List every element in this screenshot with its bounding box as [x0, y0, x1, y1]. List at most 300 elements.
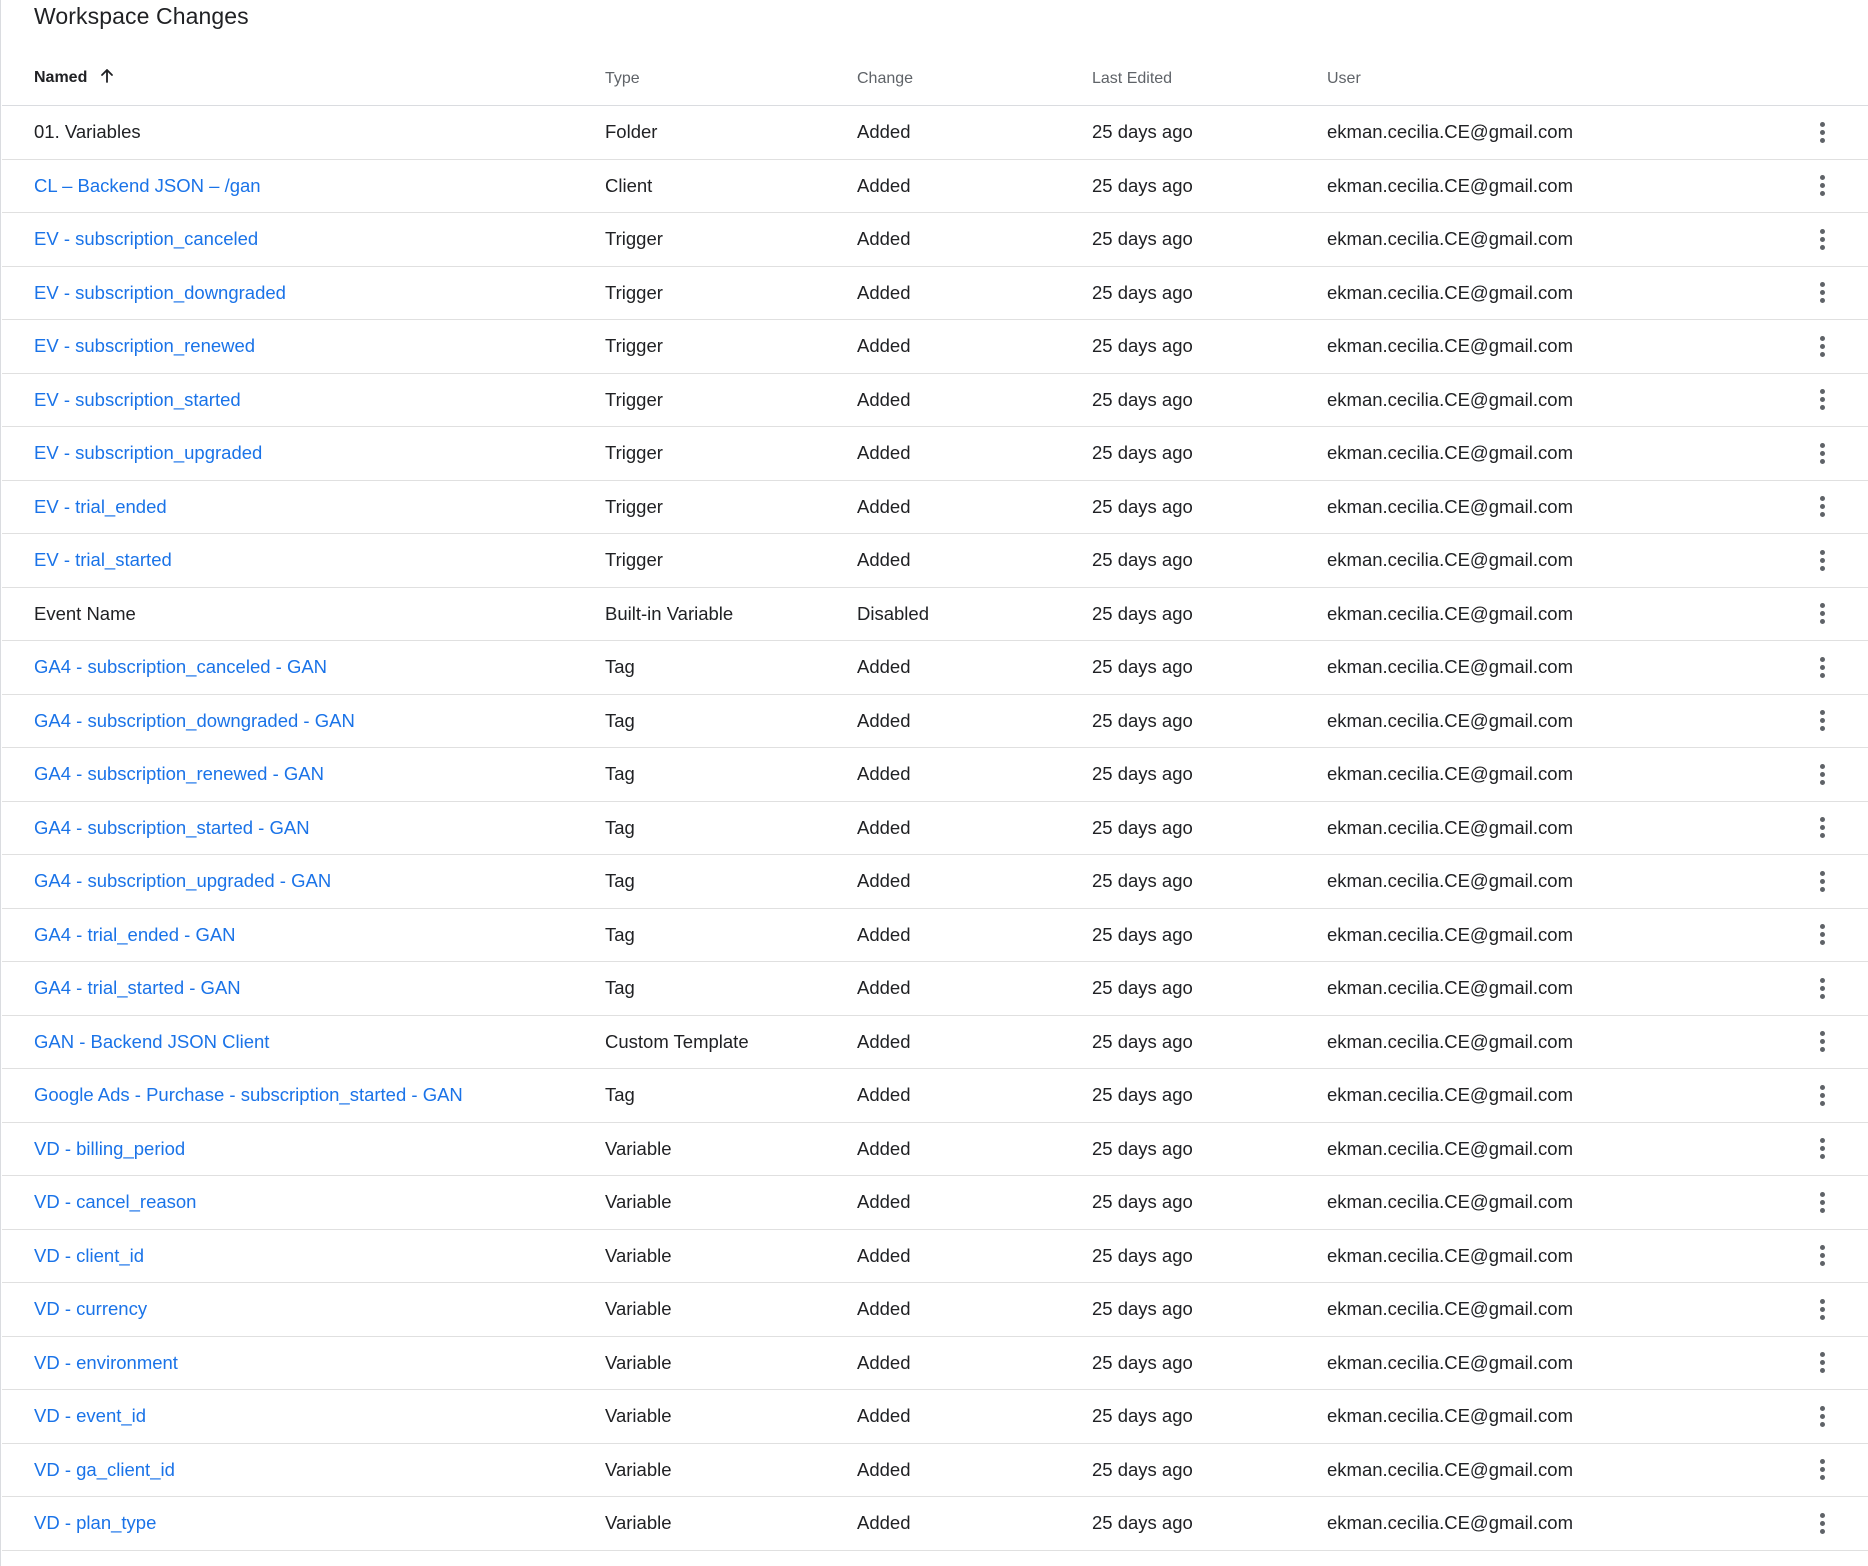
- more-vert-dot: [1820, 191, 1825, 196]
- more-vert-icon[interactable]: [1812, 1187, 1832, 1217]
- cell-type: Trigger: [605, 427, 857, 481]
- column-header-type[interactable]: Type: [605, 52, 857, 106]
- cell-actions: [1767, 1229, 1868, 1283]
- more-vert-dot: [1820, 1414, 1825, 1419]
- table-row[interactable]: [2, 641, 1868, 695]
- more-vert-icon[interactable]: [1812, 385, 1832, 415]
- cell-actions: [1767, 962, 1868, 1016]
- column-header-name[interactable]: [2, 52, 605, 106]
- column-header-actions: [1767, 52, 1868, 106]
- cell-last-edited: 25 days ago: [1092, 1283, 1327, 1337]
- cell-name: [2, 1497, 605, 1551]
- cell-last-edited: 25 days ago: [1092, 373, 1327, 427]
- cell-type: Trigger: [605, 213, 857, 267]
- table-row[interactable]: [2, 1443, 1868, 1497]
- cell-change: Added: [857, 1176, 1092, 1230]
- cell-actions: [1767, 855, 1868, 909]
- cell-name: [2, 266, 605, 320]
- item-name-link[interactable]: GA4 - subscription_started - GAN: [34, 816, 310, 838]
- table-row[interactable]: [2, 106, 1868, 160]
- table-row[interactable]: [2, 1176, 1868, 1230]
- cell-name: [2, 801, 605, 855]
- more-vert-icon[interactable]: [1812, 813, 1832, 843]
- more-vert-dot: [1820, 1513, 1825, 1518]
- table-row[interactable]: [2, 1390, 1868, 1444]
- cell-user: ekman.cecilia.CE@gmail.com: [1327, 1069, 1767, 1123]
- cell-user: ekman.cecilia.CE@gmail.com: [1327, 427, 1767, 481]
- more-vert-dot: [1820, 290, 1825, 295]
- table-row[interactable]: [2, 1336, 1868, 1390]
- more-vert-dot: [1820, 817, 1825, 822]
- more-vert-icon[interactable]: [1812, 224, 1832, 254]
- more-vert-dot: [1820, 245, 1825, 250]
- cell-last-edited: 25 days ago: [1092, 159, 1327, 213]
- item-name-link[interactable]: GA4 - subscription_renewed - GAN: [34, 763, 324, 785]
- more-vert-dot: [1820, 1299, 1825, 1304]
- more-vert-dot: [1820, 871, 1825, 876]
- more-vert-dot: [1820, 237, 1825, 242]
- cell-change: Added: [857, 373, 1092, 427]
- cell-change: Added: [857, 427, 1092, 481]
- more-vert-dot: [1820, 504, 1825, 509]
- more-vert-dot: [1820, 726, 1825, 731]
- more-vert-icon[interactable]: [1812, 1134, 1832, 1164]
- cell-type: Variable: [605, 1176, 857, 1230]
- more-vert-dot: [1820, 1467, 1825, 1472]
- cell-name: [2, 1443, 605, 1497]
- more-vert-icon[interactable]: [1812, 117, 1832, 147]
- cell-type: Custom Template: [605, 1015, 857, 1069]
- more-vert-dot: [1820, 443, 1825, 448]
- cell-type: Tag: [605, 908, 857, 962]
- cell-actions: [1767, 1069, 1868, 1123]
- more-vert-dot: [1820, 1047, 1825, 1052]
- cell-change: Added: [857, 534, 1092, 588]
- more-vert-dot: [1820, 1360, 1825, 1365]
- cell-user: ekman.cecilia.CE@gmail.com: [1327, 855, 1767, 909]
- more-vert-dot: [1820, 718, 1825, 723]
- item-name-link[interactable]: EV - trial_started: [34, 549, 172, 571]
- more-vert-dot: [1820, 1253, 1825, 1258]
- table-row[interactable]: [2, 213, 1868, 267]
- cell-user: ekman.cecilia.CE@gmail.com: [1327, 106, 1767, 160]
- item-name-link[interactable]: GA4 - trial_ended - GAN: [34, 923, 236, 945]
- more-vert-dot: [1820, 665, 1825, 670]
- more-vert-dot: [1820, 397, 1825, 402]
- more-vert-icon[interactable]: [1812, 492, 1832, 522]
- cell-change: Added: [857, 159, 1092, 213]
- more-vert-dot: [1820, 229, 1825, 234]
- more-vert-icon[interactable]: [1812, 866, 1832, 896]
- cell-last-edited: 25 days ago: [1092, 1015, 1327, 1069]
- item-name-link[interactable]: EV - subscription_started: [34, 388, 241, 410]
- more-vert-dot: [1820, 336, 1825, 341]
- item-name-link[interactable]: GA4 - trial_started - GAN: [34, 977, 241, 999]
- cell-name: [2, 748, 605, 802]
- cell-name: [2, 427, 605, 481]
- cell-change: Added: [857, 1443, 1092, 1497]
- more-vert-icon[interactable]: [1812, 1241, 1832, 1271]
- cell-actions: [1767, 1390, 1868, 1444]
- cell-type: Tag: [605, 694, 857, 748]
- more-vert-dot: [1820, 932, 1825, 937]
- cell-change: Added: [857, 266, 1092, 320]
- cell-actions: [1767, 1283, 1868, 1337]
- cell-user: ekman.cecilia.CE@gmail.com: [1327, 1229, 1767, 1283]
- more-vert-dot: [1820, 994, 1825, 999]
- cell-name: [2, 1390, 605, 1444]
- item-name-link[interactable]: VD - client_id: [34, 1244, 145, 1266]
- item-name-link[interactable]: VD - plan_type: [34, 1512, 157, 1534]
- more-vert-icon[interactable]: [1812, 545, 1832, 575]
- table-row[interactable]: [2, 266, 1868, 320]
- more-vert-dot: [1820, 344, 1825, 349]
- cell-user: ekman.cecilia.CE@gmail.com: [1327, 1122, 1767, 1176]
- more-vert-dot: [1820, 1039, 1825, 1044]
- cell-name: [2, 1336, 605, 1390]
- cell-change: Added: [857, 1283, 1092, 1337]
- more-vert-dot: [1820, 282, 1825, 287]
- table-row[interactable]: [2, 534, 1868, 588]
- cell-last-edited: 25 days ago: [1092, 266, 1327, 320]
- cell-last-edited: 25 days ago: [1092, 480, 1327, 534]
- table-row[interactable]: [2, 320, 1868, 374]
- more-vert-dot: [1820, 1422, 1825, 1427]
- cell-name: [2, 373, 605, 427]
- more-vert-dot: [1820, 1307, 1825, 1312]
- item-name-link[interactable]: VD - environment: [34, 1351, 178, 1373]
- table-row[interactable]: [2, 855, 1868, 909]
- more-vert-dot: [1820, 1093, 1825, 1098]
- cell-last-edited: 25 days ago: [1092, 587, 1327, 641]
- cell-name: [2, 1176, 605, 1230]
- more-vert-dot: [1820, 512, 1825, 517]
- cell-last-edited: 25 days ago: [1092, 855, 1327, 909]
- cell-type: Trigger: [605, 480, 857, 534]
- cell-actions: [1767, 801, 1868, 855]
- table-row[interactable]: [2, 1497, 1868, 1551]
- cell-user: ekman.cecilia.CE@gmail.com: [1327, 1176, 1767, 1230]
- more-vert-dot: [1820, 566, 1825, 571]
- more-vert-icon[interactable]: [1812, 331, 1832, 361]
- cell-user: ekman.cecilia.CE@gmail.com: [1327, 1015, 1767, 1069]
- cell-actions: [1767, 748, 1868, 802]
- more-vert-dot: [1820, 1261, 1825, 1266]
- cell-type: Tag: [605, 641, 857, 695]
- cell-type: Variable: [605, 1497, 857, 1551]
- cell-change: Added: [857, 1229, 1092, 1283]
- cell-last-edited: 25 days ago: [1092, 641, 1327, 695]
- cell-change: Added: [857, 1015, 1092, 1069]
- more-vert-dot: [1820, 825, 1825, 830]
- cell-type: Tag: [605, 855, 857, 909]
- cell-user: ekman.cecilia.CE@gmail.com: [1327, 1390, 1767, 1444]
- more-vert-icon[interactable]: [1812, 973, 1832, 1003]
- more-vert-dot: [1820, 1031, 1825, 1036]
- cell-actions: [1767, 587, 1868, 641]
- more-vert-icon[interactable]: [1812, 1508, 1832, 1538]
- cell-name: [2, 213, 605, 267]
- cell-user: ekman.cecilia.CE@gmail.com: [1327, 480, 1767, 534]
- cell-name: [2, 1229, 605, 1283]
- cell-type: Variable: [605, 1390, 857, 1444]
- cell-type: Tag: [605, 801, 857, 855]
- cell-last-edited: 25 days ago: [1092, 1443, 1327, 1497]
- more-vert-icon[interactable]: [1812, 171, 1832, 201]
- arrow-up-icon[interactable]: [99, 68, 115, 89]
- more-vert-dot: [1820, 1368, 1825, 1373]
- cell-name: [2, 587, 605, 641]
- column-header-user[interactable]: User: [1327, 52, 1767, 106]
- more-vert-dot: [1820, 1200, 1825, 1205]
- cell-name: [2, 480, 605, 534]
- cell-type: Variable: [605, 1443, 857, 1497]
- more-vert-dot: [1820, 1154, 1825, 1159]
- cell-actions: [1767, 320, 1868, 374]
- cell-type: Trigger: [605, 534, 857, 588]
- more-vert-dot: [1820, 1315, 1825, 1320]
- cell-actions: [1767, 1122, 1868, 1176]
- item-name-link[interactable]: VD - event_id: [34, 1405, 147, 1427]
- cell-user: ekman.cecilia.CE@gmail.com: [1327, 801, 1767, 855]
- cell-actions: [1767, 641, 1868, 695]
- cell-name: [2, 534, 605, 588]
- cell-last-edited: 25 days ago: [1092, 801, 1327, 855]
- more-vert-icon[interactable]: [1812, 1294, 1832, 1324]
- cell-actions: [1767, 1443, 1868, 1497]
- cell-type: Trigger: [605, 373, 857, 427]
- more-vert-dot: [1820, 1245, 1825, 1250]
- cell-user: ekman.cecilia.CE@gmail.com: [1327, 1497, 1767, 1551]
- cell-change: Added: [857, 1336, 1092, 1390]
- cell-user: ekman.cecilia.CE@gmail.com: [1327, 373, 1767, 427]
- table-body: [2, 106, 1868, 1551]
- cell-last-edited: 25 days ago: [1092, 1229, 1327, 1283]
- cell-change: Added: [857, 320, 1092, 374]
- more-vert-dot: [1820, 772, 1825, 777]
- table-header-row: [2, 52, 1868, 106]
- more-vert-dot: [1820, 405, 1825, 410]
- cell-change: Added: [857, 106, 1092, 160]
- item-name-link[interactable]: GA4 - subscription_canceled - GAN: [34, 656, 328, 678]
- cell-user: ekman.cecilia.CE@gmail.com: [1327, 534, 1767, 588]
- cell-type: Variable: [605, 1336, 857, 1390]
- cell-actions: [1767, 694, 1868, 748]
- cell-change: Added: [857, 213, 1092, 267]
- more-vert-icon[interactable]: [1812, 1348, 1832, 1378]
- more-vert-icon[interactable]: [1812, 438, 1832, 468]
- table-row[interactable]: [2, 1069, 1868, 1123]
- item-name-link[interactable]: EV - subscription_renewed: [34, 335, 256, 357]
- cell-user: ekman.cecilia.CE@gmail.com: [1327, 159, 1767, 213]
- table-row[interactable]: [2, 427, 1868, 481]
- more-vert-dot: [1820, 175, 1825, 180]
- table-row[interactable]: [2, 694, 1868, 748]
- table-row[interactable]: [2, 1122, 1868, 1176]
- cell-actions: [1767, 213, 1868, 267]
- cell-user: ekman.cecilia.CE@gmail.com: [1327, 266, 1767, 320]
- cell-user: ekman.cecilia.CE@gmail.com: [1327, 962, 1767, 1016]
- more-vert-icon[interactable]: [1812, 1080, 1832, 1110]
- cell-change: Disabled: [857, 587, 1092, 641]
- more-vert-dot: [1820, 138, 1825, 143]
- item-name: 01. Variables: [34, 121, 141, 143]
- cell-type: Tag: [605, 962, 857, 1016]
- more-vert-icon[interactable]: [1812, 759, 1832, 789]
- cell-name: [2, 159, 605, 213]
- cell-type: Built-in Variable: [605, 587, 857, 641]
- more-vert-dot: [1820, 764, 1825, 769]
- more-vert-dot: [1820, 1208, 1825, 1213]
- more-vert-icon[interactable]: [1812, 652, 1832, 682]
- cell-actions: [1767, 1336, 1868, 1390]
- cell-change: Added: [857, 1390, 1092, 1444]
- more-vert-icon[interactable]: [1812, 1455, 1832, 1485]
- item-name-link[interactable]: GA4 - subscription_upgraded - GAN: [34, 870, 332, 892]
- more-vert-dot: [1820, 1459, 1825, 1464]
- item-name-link[interactable]: GA4 - subscription_downgraded - GAN: [34, 709, 355, 731]
- more-vert-icon[interactable]: [1812, 920, 1832, 950]
- cell-user: ekman.cecilia.CE@gmail.com: [1327, 1336, 1767, 1390]
- cell-change: Added: [857, 694, 1092, 748]
- cell-actions: [1767, 427, 1868, 481]
- more-vert-dot: [1820, 986, 1825, 991]
- column-header-last-edited[interactable]: Last Edited: [1092, 52, 1327, 106]
- more-vert-dot: [1820, 1521, 1825, 1526]
- cell-type: Tag: [605, 1069, 857, 1123]
- item-name-link[interactable]: GAN - Backend JSON Client: [34, 1030, 270, 1052]
- more-vert-dot: [1820, 1101, 1825, 1106]
- cell-name: [2, 641, 605, 695]
- item-name-link[interactable]: VD - cancel_reason: [34, 1191, 197, 1213]
- cell-last-edited: 25 days ago: [1092, 1122, 1327, 1176]
- more-vert-dot: [1820, 451, 1825, 456]
- cell-name: [2, 694, 605, 748]
- item-name-link[interactable]: Google Ads - Purchase - subscription_started - GAN: [34, 1084, 463, 1106]
- more-vert-dot: [1820, 1146, 1825, 1151]
- table-row[interactable]: [2, 373, 1868, 427]
- cell-user: ekman.cecilia.CE@gmail.com: [1327, 641, 1767, 695]
- more-vert-dot: [1820, 879, 1825, 884]
- table-row[interactable]: [2, 908, 1868, 962]
- cell-user: ekman.cecilia.CE@gmail.com: [1327, 320, 1767, 374]
- more-vert-icon[interactable]: [1812, 599, 1832, 629]
- more-vert-dot: [1820, 459, 1825, 464]
- item-name: Event Name: [34, 602, 136, 624]
- item-name-link[interactable]: VD - ga_client_id: [34, 1458, 175, 1480]
- cell-change: Added: [857, 480, 1092, 534]
- more-vert-dot: [1820, 389, 1825, 394]
- cell-type: Variable: [605, 1283, 857, 1337]
- cell-last-edited: 25 days ago: [1092, 748, 1327, 802]
- cell-actions: [1767, 1015, 1868, 1069]
- cell-change: Added: [857, 1497, 1092, 1551]
- column-header-change[interactable]: Change: [857, 52, 1092, 106]
- more-vert-icon[interactable]: [1812, 278, 1832, 308]
- cell-name: [2, 1122, 605, 1176]
- more-vert-icon[interactable]: [1812, 706, 1832, 736]
- cell-user: ekman.cecilia.CE@gmail.com: [1327, 908, 1767, 962]
- table-row[interactable]: [2, 801, 1868, 855]
- table-row[interactable]: [2, 587, 1868, 641]
- cell-actions: [1767, 159, 1868, 213]
- more-vert-dot: [1820, 657, 1825, 662]
- cell-name: [2, 320, 605, 374]
- cell-last-edited: 25 days ago: [1092, 106, 1327, 160]
- cell-name: [2, 106, 605, 160]
- cell-type: Trigger: [605, 266, 857, 320]
- cell-last-edited: 25 days ago: [1092, 962, 1327, 1016]
- changes-table: [2, 52, 1868, 1551]
- more-vert-dot: [1820, 183, 1825, 188]
- cell-last-edited: 25 days ago: [1092, 1176, 1327, 1230]
- item-name-link[interactable]: CL – Backend JSON – /gan: [34, 174, 261, 196]
- cell-type: Folder: [605, 106, 857, 160]
- item-name-link[interactable]: EV - subscription_canceled: [34, 228, 259, 250]
- cell-actions: [1767, 1497, 1868, 1551]
- cell-actions: [1767, 908, 1868, 962]
- cell-change: Added: [857, 962, 1092, 1016]
- more-vert-dot: [1820, 1406, 1825, 1411]
- more-vert-dot: [1820, 833, 1825, 838]
- cell-change: Added: [857, 855, 1092, 909]
- more-vert-dot: [1820, 978, 1825, 983]
- cell-user: ekman.cecilia.CE@gmail.com: [1327, 587, 1767, 641]
- more-vert-dot: [1820, 496, 1825, 501]
- cell-user: ekman.cecilia.CE@gmail.com: [1327, 694, 1767, 748]
- item-name-link[interactable]: EV - subscription_downgraded: [34, 281, 286, 303]
- table-row[interactable]: [2, 1283, 1868, 1337]
- cell-actions: [1767, 534, 1868, 588]
- item-name-link[interactable]: VD - billing_period: [34, 1137, 186, 1159]
- cell-actions: [1767, 106, 1868, 160]
- table-row[interactable]: [2, 1015, 1868, 1069]
- table-row[interactable]: [2, 1229, 1868, 1283]
- more-vert-dot: [1820, 122, 1825, 127]
- item-name-link[interactable]: EV - trial_ended: [34, 495, 167, 517]
- cell-type: Client: [605, 159, 857, 213]
- cell-user: ekman.cecilia.CE@gmail.com: [1327, 1283, 1767, 1337]
- column-header-name-label: Named: [34, 69, 88, 86]
- table-row[interactable]: [2, 962, 1868, 1016]
- cell-last-edited: 25 days ago: [1092, 534, 1327, 588]
- table-row[interactable]: [2, 748, 1868, 802]
- more-vert-dot: [1820, 1138, 1825, 1143]
- more-vert-dot: [1820, 940, 1825, 945]
- table-row[interactable]: [2, 159, 1868, 213]
- more-vert-dot: [1820, 1352, 1825, 1357]
- more-vert-dot: [1820, 1192, 1825, 1197]
- item-name-link[interactable]: EV - subscription_upgraded: [34, 442, 263, 464]
- cell-last-edited: 25 days ago: [1092, 320, 1327, 374]
- cell-name: [2, 1015, 605, 1069]
- cell-actions: [1767, 266, 1868, 320]
- table-row[interactable]: [2, 480, 1868, 534]
- cell-change: Added: [857, 748, 1092, 802]
- more-vert-dot: [1820, 352, 1825, 357]
- more-vert-icon[interactable]: [1812, 1027, 1832, 1057]
- cell-name: [2, 855, 605, 909]
- cell-user: ekman.cecilia.CE@gmail.com: [1327, 213, 1767, 267]
- item-name-link[interactable]: VD - currency: [34, 1298, 148, 1320]
- cell-type: Tag: [605, 748, 857, 802]
- more-vert-dot: [1820, 130, 1825, 135]
- cell-last-edited: 25 days ago: [1092, 1390, 1327, 1444]
- cell-name: [2, 1069, 605, 1123]
- cell-last-edited: 25 days ago: [1092, 1069, 1327, 1123]
- more-vert-icon[interactable]: [1812, 1401, 1832, 1431]
- cell-last-edited: 25 days ago: [1092, 908, 1327, 962]
